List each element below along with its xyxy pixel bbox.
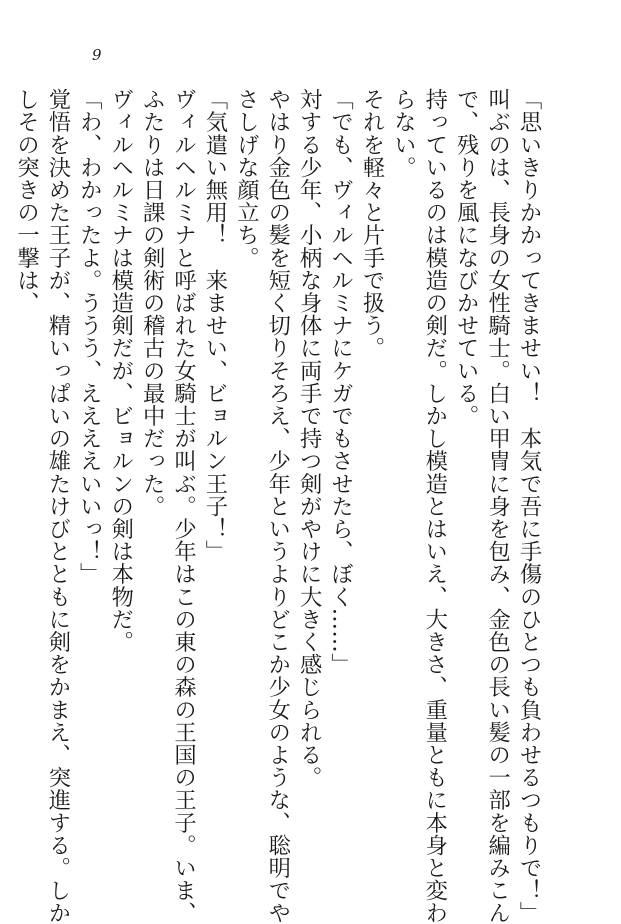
text-line: ヴィルヘルミナは模造剣だが、ビョルンの剣は本物だ。: [107, 88, 134, 653]
text-line: で、残りを風になびかせている。: [453, 88, 480, 427]
text-line: さしげな顔立ち。: [233, 88, 260, 269]
text-line: しその突きの一撃は、: [13, 88, 40, 314]
text-line: 対する少年、小柄な身体に両手で持つ剣がやけに大きく感じられる。: [296, 88, 323, 789]
text-line: ふたりは日課の剣術の稽古の最中だった。: [139, 88, 166, 518]
text-line: 「でも、ヴィルヘルミナにケガでもさせたら、ぼく……」: [327, 88, 354, 676]
text-line: それを軽々と片手で扱う。: [358, 88, 385, 360]
page-number: 9: [92, 46, 102, 64]
text-line: やはり金色の髪を短く切りそろえ、少年というよりどこか少女のような、聡明でや: [264, 88, 291, 924]
text-line: 叫ぶのは、長身の女性騎士。白い甲冑に身を包み、金色の長い髪の一部を編みこん: [484, 88, 511, 924]
text-line: 「思いきりかかってきませい！ 本気で吾に手傷のひとつも負わせるつもりで！」: [516, 88, 542, 924]
text-line: ヴィルヘルミナと呼ばれた女騎士が叫ぶ。少年はこの東の森の王国の王子。いま、: [170, 88, 197, 924]
text-line: 覚悟を決めた王子が、精いっぱいの雄たけびとともに剣をかまえ、突進する。しか: [44, 88, 71, 924]
text-line: 持っているのは模造の剣だ。しかし模造とはいえ、大きさ、重量ともに本身と変わ: [421, 88, 448, 924]
vertical-body-text: [13, 88, 544, 924]
text-line: 「わ、わかったよ。ううう、ええええいいっ！」: [76, 88, 103, 586]
text-line: らない。: [390, 88, 417, 179]
text-line: 「気遣い無用！ 来ませい、ビョルン王子！」: [201, 88, 228, 563]
